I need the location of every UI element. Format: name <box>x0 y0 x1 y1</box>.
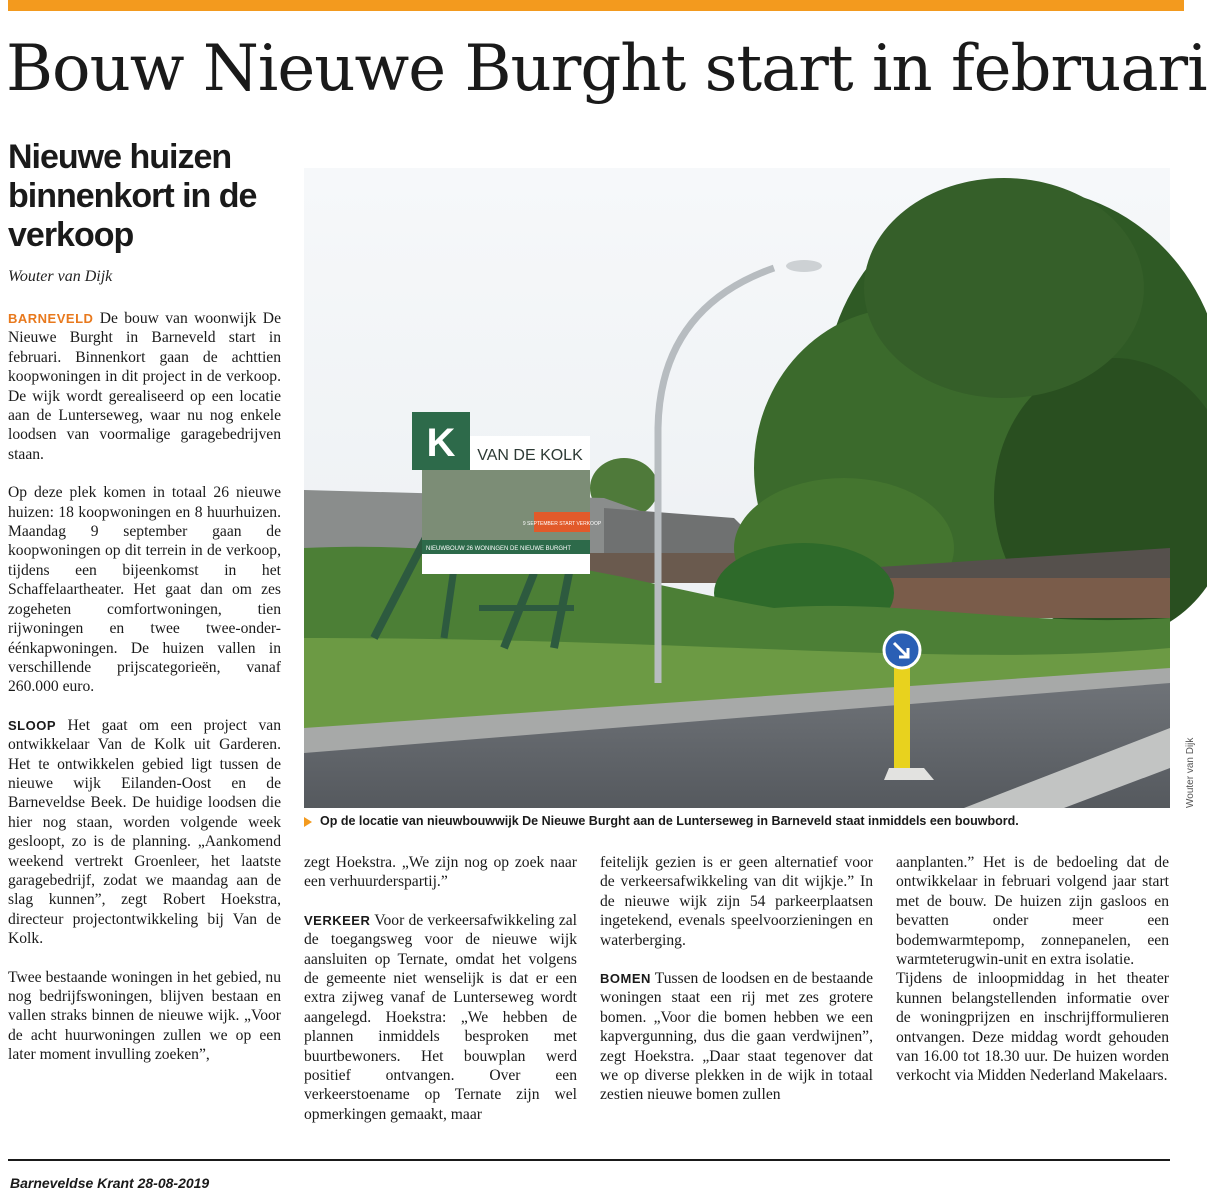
caption-text: Op de locatie van nieuwbouwwijk De Nieuwe Burght aan de Lunterseweg in Barneveld staat inmiddels een bouwbord. <box>320 814 1019 828</box>
paragraph-text: Tussen de loodsen en de bestaande woningen staat een rij met zes grotere bomen. „Voor die bomen hebben we een kapvergunning, dus die gaan verdwijnen”, zegt Hoekstra. „Daar staat tegenover dat we op diverse plekken in de wijk in totaal zestien nieuwe bomen zullen <box>600 970 873 1104</box>
headline: Bouw Nieuwe Burght start in februari <box>6 32 1207 106</box>
sign-sticker: 9 SEPTEMBER START VERKOOP <box>522 521 602 527</box>
paragraph: aanplanten.” Het is de bedoeling dat de ontwikkelaar in februari volgend jaar start met de bouw. De huizen zijn gasloos en bevatten onder meer een bodemwarmtepomp, zonnepanelen, een warmteterugwin-unit en extra isolatie. <box>896 854 1169 969</box>
construction-site-photo <box>304 168 1170 808</box>
byline: Wouter van Dijk <box>8 268 113 285</box>
paragraph <box>8 309 281 464</box>
column-4 <box>896 853 1169 1086</box>
brand-logo-letter: K <box>426 421 456 465</box>
caption-marker-icon <box>304 817 312 827</box>
paragraph: feitelijk gezien is er geen alternatief voor de verkeersafwikkeling van dit wijkje.” In de nieuwe wijk zijn 54 parkeerplaatsen ingetekend, evenals speelvoorzieningen en waterberging. <box>600 854 873 949</box>
paragraph-text: Het gaat om een project van ontwikkelaar Van de Kolk uit Garderen. Het te ontwikkelen gebied ligt tussen de nieuwe wijk Eilanden-Oost en de Barneveldse Beek. De huidige loodsen die hier nog staan, worden volgende week gesloopt, zo is de planning. „Aankomend weekend vertrekt Groenleer, het laatste garagebedrijf, zodat we maandag aan de slag kunnen”, zegt Robert Hoekstra, directeur projectontwikkeling bij Van de Kolk. <box>8 716 281 948</box>
column-2 <box>304 853 577 1124</box>
photo-caption <box>304 814 1170 828</box>
footer-rule <box>8 1159 1170 1161</box>
paragraph: zegt Hoekstra. „We zijn nog op zoek naar een verhuurderspartij.” <box>304 854 577 891</box>
paragraph-text: De bouw van woonwijk De Nieuwe Burght in Barneveld start in februari. Binnenkort gaan de achttien koopwoningen in dit project in de verkoop. De wijk wordt gerealiseerd op een locatie aan de Lunterseweg, waar nu nog enkele loodsen van voormalige garagebedrijven staan. <box>8 310 281 463</box>
article-photo <box>304 168 1170 808</box>
paragraph: Op deze plek komen in totaal 26 nieuwe huizen: 18 koopwoningen en 8 huurhuizen. Maandag 9 september gaan de koopwoningen op dit terrein in de verkoop, tijdens een bijeenkomst in het Schaffelaartheater. Het gaat dan om zes zogeheten comfortwoningen, tien rijwoningen en twee twee-onder-éénkapwoningen. De huizen vallen in verschillende prijscategorieën, vanaf 260.000 euro. <box>8 484 281 696</box>
sign-brand-text: VAN DE KOLK <box>477 447 583 464</box>
section-keyword: BOMEN <box>600 971 651 987</box>
section-keyword: VERKEER <box>304 912 371 928</box>
column-1 <box>8 309 281 1065</box>
section-keyword: SLOOP <box>8 717 57 733</box>
source-line: Barneveldse Krant 28-08-2019 <box>10 1175 210 1191</box>
photo-credit: Wouter van Dijk <box>1185 737 1196 808</box>
paragraph <box>8 716 281 949</box>
column-3 <box>600 853 873 1105</box>
dateline-keyword: BARNEVELD <box>8 311 94 326</box>
top-accent-bar <box>8 0 1184 11</box>
subheadline: Nieuwe huizen binnenkort in de verkoop <box>8 138 257 254</box>
sign-banner: NIEUWBOUW 26 WONINGEN DE NIEUWE BURGHT <box>426 546 572 552</box>
paragraph: Twee bestaande woningen in het gebied, nu nog bedrijfswoningen, blijven bestaan en vallen straks binnen de nieuwe wijk. „Voor de acht huurwoningen zullen we op een later moment invulling zoeken”, <box>8 968 281 1064</box>
paragraph-text: Voor de verkeersafwikkeling zal de toegangsweg voor de nieuwe wijk aansluiten op Ternate, omdat het volgens de gemeente niet wenselijk is dat er een extra zijweg vanaf de Lunterseweg wordt aangelegd. Hoekstra: „We hebben de plannen inmiddels besproken met buurtbewoners. Het bouwplan werd positief ontvangen. Over een verkeerstoename op Ternate zijn wel opmerkingen gemaakt, maar <box>304 911 577 1123</box>
paragraph <box>600 969 873 1105</box>
paragraph <box>304 911 577 1124</box>
paragraph: Tijdens de inloopmiddag in het theater kunnen belangstellenden informatie over de woningprijzen en inschrijfformulieren ontvangen. Deze middag wordt gehouden van 16.00 tot 18.30 uur. De huizen worden verkocht via Midden Nederland Makelaars. <box>896 970 1169 1085</box>
